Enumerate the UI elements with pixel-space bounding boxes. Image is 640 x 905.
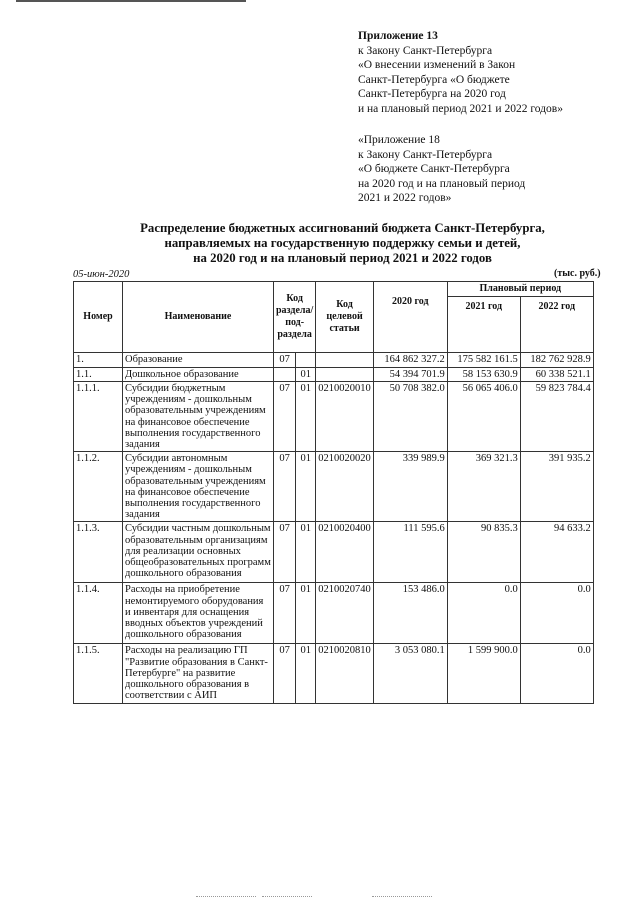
row-value-2021: 0.0: [447, 583, 520, 644]
row-name: Дошкольное образование: [123, 367, 274, 382]
top-border-line: [16, 0, 246, 2]
row-value-2021: 369 321.3: [447, 452, 520, 522]
row-section-code: 07: [274, 644, 296, 704]
title-line: на 2020 год и на плановый период 2021 и 2022 годов: [193, 251, 492, 265]
row-value-2021: 56 065 406.0: [447, 382, 520, 452]
budget-table: [73, 281, 594, 704]
header-year-2021: 2021 год: [447, 297, 520, 353]
row-value-2021: 58 153 630.9: [447, 367, 520, 382]
document-title: [60, 221, 625, 266]
table-row: [74, 382, 594, 452]
header-number: Номер: [74, 282, 123, 353]
row-number: 1.1.: [74, 367, 123, 382]
row-article-code: [316, 353, 374, 368]
row-value-2022: 60 338 521.1: [520, 367, 593, 382]
table-row: [74, 452, 594, 522]
row-name: Расходы на реализацию ГП "Развитие образования в Санкт-Петербурге" на развитие дошкольного образования в соответствии с АИП: [123, 644, 274, 704]
row-name: Субсидии частным дошкольным образовательным организациям для реализации основных общеобразовательных программ дошкольного образования: [123, 522, 274, 583]
appendix-13-line: и на плановый период 2021 и 2022 годов»: [358, 102, 563, 115]
row-value-2020: 164 862 327.2: [373, 353, 447, 368]
header-article-code: Код целевой статьи: [316, 282, 374, 353]
row-value-2021: 175 582 161.5: [447, 353, 520, 368]
row-article-code: 0210020010: [316, 382, 374, 452]
appendix-18-line: 2021 и 2022 годов»: [358, 192, 452, 205]
page-edge-mark: [196, 896, 256, 900]
row-section-code: 07: [274, 522, 296, 583]
appendix-13-line: Санкт-Петербурга «О бюджете: [358, 73, 510, 86]
row-subsection-code: 01: [296, 583, 316, 644]
header-planned-period: Плановый период: [447, 282, 593, 297]
row-subsection-code: 01: [296, 522, 316, 583]
row-number: 1.1.2.: [74, 452, 123, 522]
row-value-2022: 59 823 784.4: [520, 382, 593, 452]
row-value-2020: 50 708 382.0: [373, 382, 447, 452]
table-row: [74, 583, 594, 644]
header-name: Наименование: [123, 282, 274, 353]
appendix-13-line: «О внесении изменений в Закон: [358, 59, 516, 72]
document-date: 05-июн-2020: [73, 269, 130, 280]
title-line: направляемых на государственную поддержку семьи и детей,: [164, 236, 521, 250]
appendix-13-line: к Закону Санкт-Петербурга: [358, 44, 493, 57]
units-label: (тыс. руб.): [554, 268, 601, 279]
row-article-code: 0210020400: [316, 522, 374, 583]
header-year-2022: 2022 год: [520, 297, 593, 353]
row-name: Субсидии бюджетным учреждениям - дошкольным образовательным учреждениям на финансовое обеспечение выполнения государственного задания: [123, 382, 274, 452]
row-article-code: 0210020740: [316, 583, 374, 644]
row-section-code: 07: [274, 353, 296, 368]
appendix-13-line: Санкт-Петербурга на 2020 год: [358, 88, 506, 101]
table-row: [74, 522, 594, 583]
appendix-18-line: к Закону Санкт-Петербурга: [358, 148, 493, 161]
row-article-code: 0210020810: [316, 644, 374, 704]
row-value-2021: 1 599 900.0: [447, 644, 520, 704]
row-subsection-code: 01: [296, 367, 316, 382]
row-value-2022: 94 633.2: [520, 522, 593, 583]
appendix-13-title: Приложение 13: [358, 30, 438, 42]
appendix-18-line: «Приложение 18: [358, 134, 440, 146]
row-section-code: 07: [274, 382, 296, 452]
row-number: 1.1.3.: [74, 522, 123, 583]
table-row: [74, 367, 594, 382]
table-row: [74, 353, 594, 368]
row-name: Расходы на приобретение немонтируемого оборудования и инвентаря для оснащения вводных объектов учреждений дошкольного образования: [123, 583, 274, 644]
row-subsection-code: 01: [296, 644, 316, 704]
appendix-18-line: «О бюджете Санкт-Петербурга: [358, 163, 510, 176]
row-subsection-code: 01: [296, 382, 316, 452]
row-name: Образование: [123, 353, 274, 368]
row-number: 1.1.4.: [74, 583, 123, 644]
row-value-2021: 90 835.3: [447, 522, 520, 583]
appendix-13-block: [358, 29, 563, 117]
header-section-code: Код раздела/ под-раздела: [274, 282, 316, 353]
row-number: 1.: [74, 353, 123, 368]
appendix-18-block: [358, 133, 525, 206]
row-value-2022: 182 762 928.9: [520, 353, 593, 368]
row-value-2022: 0.0: [520, 644, 593, 704]
header-year-2020: 2020 год: [373, 282, 447, 353]
row-section-code: 07: [274, 452, 296, 522]
row-subsection-code: 01: [296, 452, 316, 522]
row-article-code: 0210020020: [316, 452, 374, 522]
appendix-18-line: на 2020 год и на плановый период: [358, 177, 526, 190]
row-section-code: 07: [274, 583, 296, 644]
row-value-2020: 153 486.0: [373, 583, 447, 644]
row-number: 1.1.5.: [74, 644, 123, 704]
row-value-2020: 111 595.6: [373, 522, 447, 583]
row-name: Субсидии автономным учреждениям - дошкольным образовательным учреждениям на финансовое обеспечение выполнения государственного задания: [123, 452, 274, 522]
page-edge-mark: [262, 896, 312, 900]
row-value-2022: 391 935.2: [520, 452, 593, 522]
row-article-code: [316, 367, 374, 382]
row-value-2020: 3 053 080.1: [373, 644, 447, 704]
row-value-2022: 0.0: [520, 583, 593, 644]
page-edge-mark: [372, 896, 432, 900]
row-section-code: [274, 367, 296, 382]
row-subsection-code: [296, 353, 316, 368]
table-row: [74, 644, 594, 704]
row-value-2020: 339 989.9: [373, 452, 447, 522]
title-line: Распределение бюджетных ассигнований бюджета Санкт-Петербурга,: [140, 221, 545, 235]
row-number: 1.1.1.: [74, 382, 123, 452]
row-value-2020: 54 394 701.9: [373, 367, 447, 382]
